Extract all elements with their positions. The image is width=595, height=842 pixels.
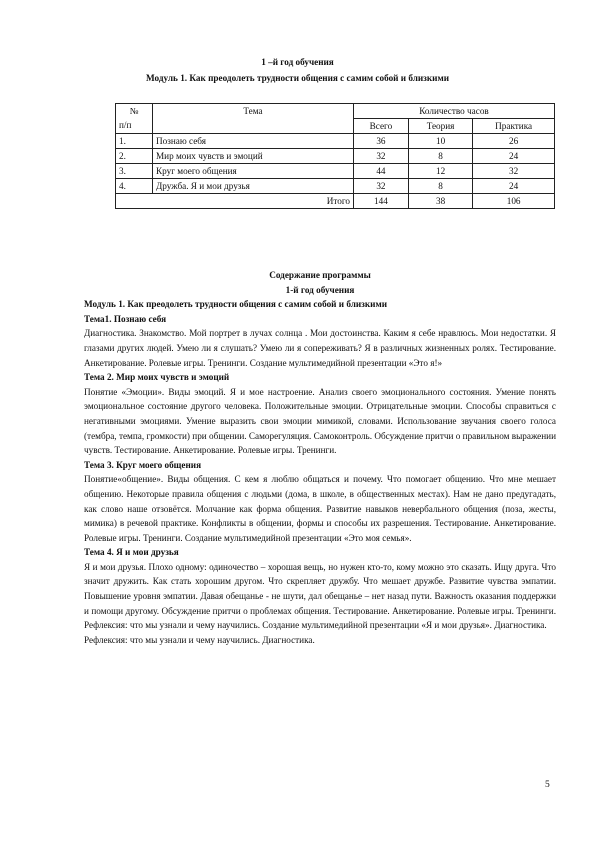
content-year: 1-й год обучения bbox=[285, 284, 355, 295]
content-module: Модуль 1. Как преодолеть трудности общения с самим собой и близкими bbox=[84, 299, 387, 310]
col-theory-header: Теория bbox=[408, 119, 472, 134]
topic-text: Я и мои друзья. Плохо одному: одиночество – хорошая вещь, но нужен кто-то, кому можно это сказать. Ищу друга. Что значит дружить. Как стать хорошим другом. Что скрепляет дружбу. Что мешает дружбе. Развитие чувства эмпатии. Повышение уровня эмпатии. Давая обещанье - не шути, дал обещанье – нет назад пути. Важность оказания поддержки и помощи другому. Обсуждение притчи о проблемах общения. Тестирование. Анкетирование. Ролевые игры. Тренинги. Рефлексия: что мы узнали и чему научились. Создание мультимедийной презентации «Я и мои друзья». Диагностика. bbox=[84, 561, 556, 631]
topic-title: Тема 2. Мир моих чувств и эмоций bbox=[84, 372, 230, 383]
row-num: 3. bbox=[116, 164, 153, 179]
topic-title: Тема1. Познаю себя bbox=[84, 313, 167, 324]
table-row bbox=[116, 149, 555, 164]
table-total-row bbox=[116, 194, 555, 209]
topic-title: Тема 4. Я и мои друзья bbox=[84, 547, 179, 558]
row-practice: 24 bbox=[473, 179, 555, 194]
content-heading: Содержание программы bbox=[269, 270, 371, 280]
table-row bbox=[116, 179, 555, 194]
program-content bbox=[84, 268, 556, 647]
total-total: 144 bbox=[354, 194, 409, 209]
col-total-header: Всего bbox=[354, 119, 409, 134]
total-theory: 38 bbox=[408, 194, 472, 209]
row-theory: 12 bbox=[408, 164, 472, 179]
col-hours-header: Количество часов bbox=[354, 104, 555, 119]
col-num-line2: п/п bbox=[119, 120, 132, 130]
row-total: 44 bbox=[354, 164, 409, 179]
row-topic: Познаю себя bbox=[153, 134, 354, 149]
total-label: Итого bbox=[116, 194, 354, 209]
row-num: 2. bbox=[116, 149, 153, 164]
topic-title: Тема 3. Круг моего общения bbox=[84, 459, 202, 470]
row-num: 1. bbox=[116, 134, 153, 149]
topic-text: Диагностика. Знакомство. Мой портрет в лучах солнца . Мои достоинства. Каким я себе нравлюсь. Мои недостатки. Я глазами других людей. Умею ли я слушать? Умею ли я сопереживать? Я в различных жизненных ролях. Тестирование. Анкетирование. Ролевые игры. Тренинги. Создание мультимедийной презентации «Это я!» bbox=[84, 328, 556, 368]
row-practice: 26 bbox=[473, 134, 555, 149]
closing-text: Рефлексия: что мы узнали и чему научились. Диагностика. bbox=[84, 634, 315, 645]
col-num-header bbox=[116, 104, 153, 134]
row-topic: Мир моих чувств и эмоций bbox=[153, 149, 354, 164]
row-practice: 24 bbox=[473, 149, 555, 164]
page-number: 5 bbox=[545, 780, 550, 790]
total-practice: 106 bbox=[473, 194, 555, 209]
table-header-row bbox=[116, 104, 555, 119]
row-theory: 8 bbox=[408, 179, 472, 194]
col-num-line1: № bbox=[129, 106, 139, 116]
row-topic: Дружба. Я и мои друзья bbox=[153, 179, 354, 194]
row-theory: 8 bbox=[408, 149, 472, 164]
year-title: 1 –й год обучения bbox=[261, 57, 334, 67]
table-row bbox=[116, 134, 555, 149]
row-num: 4. bbox=[116, 179, 153, 194]
row-topic: Круг моего общения bbox=[153, 164, 354, 179]
row-total: 32 bbox=[354, 179, 409, 194]
row-practice: 32 bbox=[473, 164, 555, 179]
topic-text: Понятие«общение». Виды общения. С кем я люблю общаться и почему. Что помогает общению. Что мне мешает общению. Некоторые правила общения с людьми (дома, в школе, в общественных местах). Нам не дано предугадать, как слово наше отзовётся. Молчание как форма общения. Развитие навыков невербального общения (поза, жесты, мимика) в речевой практике. Конфликты в общении, формы и способы их разрешения. Тестирование. Анкетирование. Ролевые игры. Тренинги. Создание мультимедийной презентации «Это моя семья». bbox=[84, 474, 556, 543]
hours-table bbox=[115, 103, 555, 209]
table-row bbox=[116, 164, 555, 179]
row-theory: 10 bbox=[408, 134, 472, 149]
row-total: 36 bbox=[354, 134, 409, 149]
row-total: 32 bbox=[354, 149, 409, 164]
col-practice-header: Практика bbox=[473, 119, 555, 134]
topic-text: Понятие «Эмоции». Виды эмоций. Я и мое настроение. Анализ своего эмоционального состояния. Умение понять эмоциональное состояние другого человека. Положительные эмоции. Отрицательные эмоции. Способы справиться с негативными эмоциями. Умение выразить свои эмоции мимикой, словами. Использование звучания своего голоса (тембра, темпа, громкости) при общении. Саморегуляция. Самоконтроль. Обсуждение притчи о правильном выражении чувств. Тестирование. Анкетирование. Ролевые игры. Тренинги. bbox=[84, 386, 556, 456]
col-topic-header: Тема bbox=[153, 104, 354, 134]
module-title: Модуль 1. Как преодолеть трудности общения с самим собой и близкими bbox=[146, 73, 449, 83]
